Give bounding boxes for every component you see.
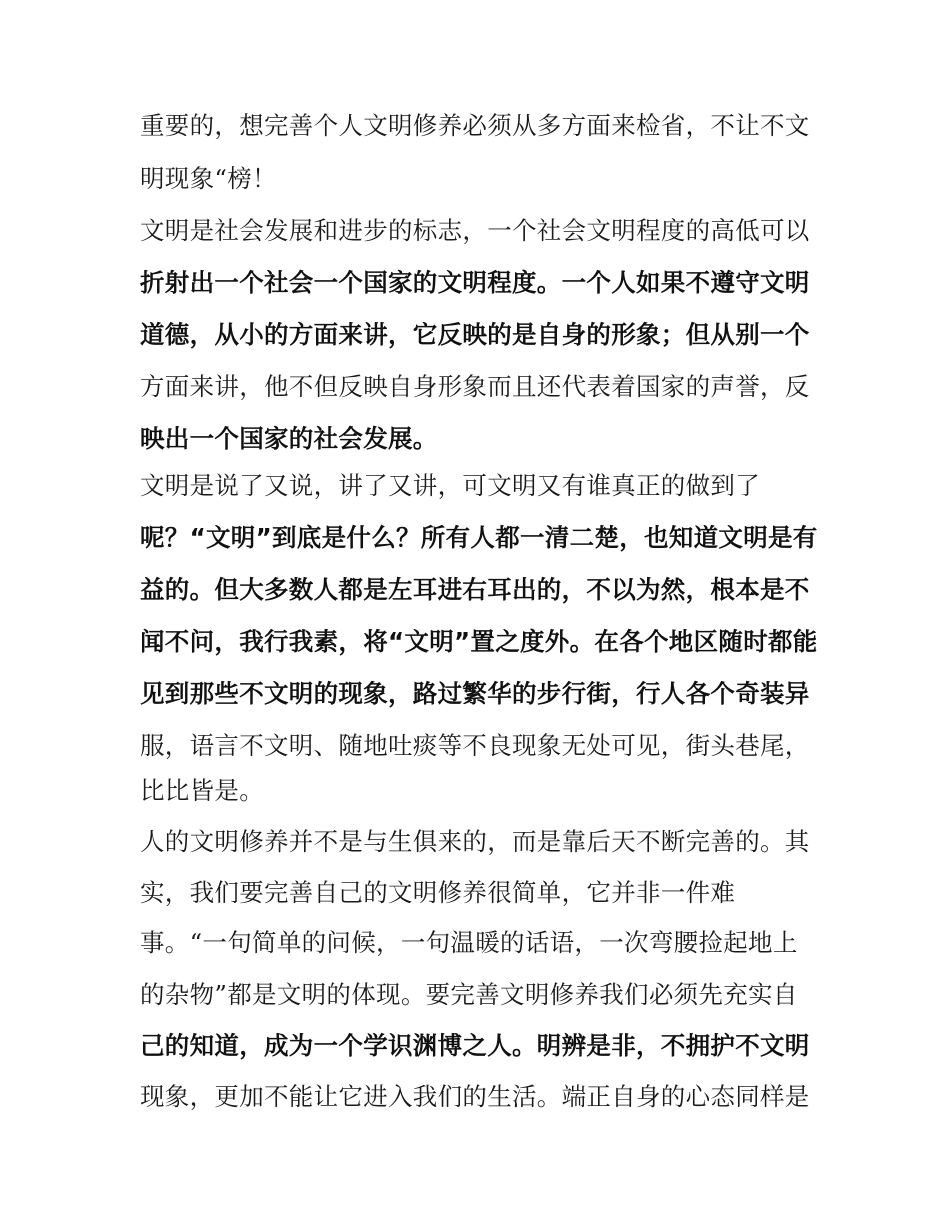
text-line: 道德，从小的方面来讲，它反映的是自身的形象；但从别一个 [140,320,810,349]
text-line: 现象，更加不能让它进入我们的生活。端正自身的心态同样是 [140,1082,810,1111]
text-line: 人的文明修养并不是与生俱来的，而是靠后天不断完善的。其 [140,827,810,856]
text-line: 己的知道，成为一个学识渊博之人。明辨是非，不拥护不文明 [140,1031,810,1060]
text-line: 折射出一个社会一个国家的文明程度。一个人如果不遵守文明 [140,268,810,297]
text-line: 服，语言不文明、随地吐痰等不良现象无处可见，街头巷尾， [140,731,810,760]
text-line: 益的。但大多数人都是左耳进右耳出的，不以为然，根本是不 [140,575,810,604]
text-line: 重要的，想完善个人文明修养必须从多方面来检省，不让不文 [140,111,810,140]
text-line: 方面来讲，他不但反映自身形象而且还代表着国家的声誉，反 [140,372,810,401]
text-line: 事。“一句简单的问候，一句温暖的话语，一次弯腰捡起地上 [140,928,798,957]
text-line: 见到那些不文明的现象，路过繁华的步行街，行人各个奇装异 [140,679,810,708]
text-line: 闻不问，我行我素，将“文明”置之度外。在各个地区随时都能 [140,627,818,656]
text-line: 呢？“文明”到底是什么？所有人都一清二楚，也知道文明是有 [140,523,818,552]
text-line: 文明是社会发展和进步的标志，一个社会文明程度的高低可以 [140,216,810,245]
text-line: 的杂物”都是文明的体现。要完善文明修养我们必须先充实自 [140,980,798,1009]
text-line: 文明是说了又说，讲了又讲，可文明又有谁真正的做到了 [140,471,760,500]
text-line: 映出一个国家的社会发展。 [140,424,438,453]
text-line: 实，我们要完善自己的文明修养很简单，它并非一件难 [140,878,736,907]
text-line: 比比皆是。 [140,776,264,805]
text-line: 明现象“榜！ [140,164,277,193]
